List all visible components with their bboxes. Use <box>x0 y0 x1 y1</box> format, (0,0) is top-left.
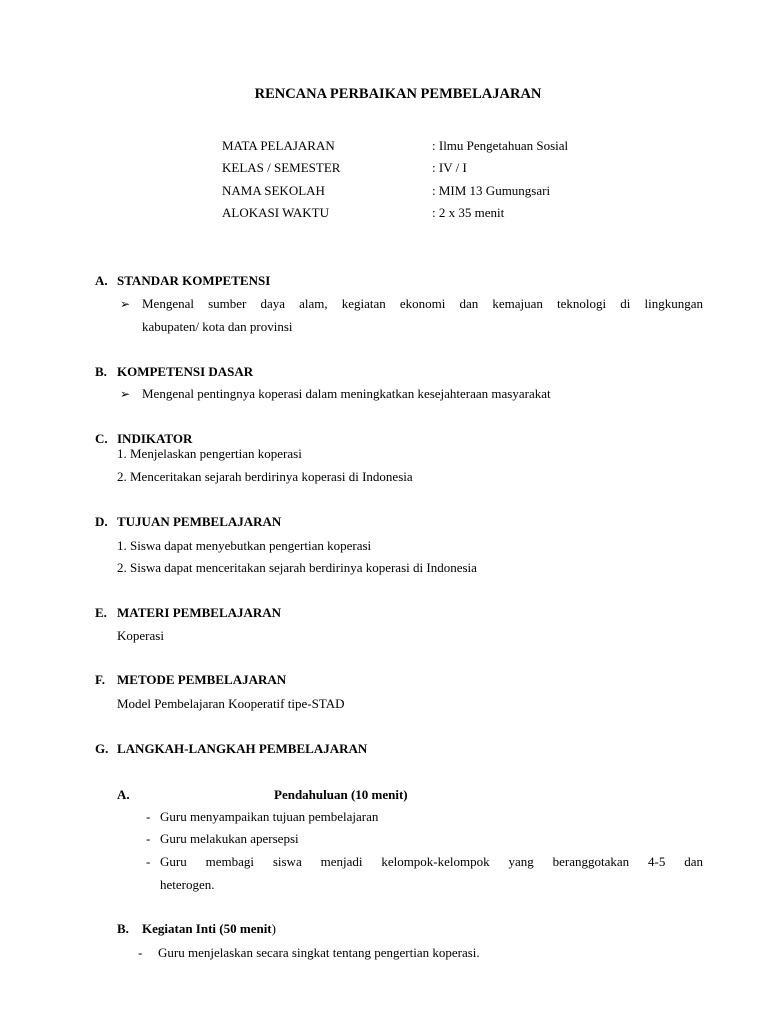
section-letter: F. <box>95 672 105 687</box>
page-title: RENCANA PERBAIKAN PEMBELAJARAN <box>254 86 542 102</box>
section-title: TUJUAN PEMBELAJARAN <box>117 514 282 529</box>
identity-key: KELAS / SEMESTER <box>222 160 341 175</box>
section-title: MATERI PEMBELAJARAN <box>117 605 282 620</box>
step-item: Guru melakukan apersepsi <box>160 831 299 846</box>
arrow-bullet-icon: ➢ <box>120 297 131 311</box>
list-item: 2. Menceritakan sejarah berdirinya koperasi di Indonesia <box>117 469 413 484</box>
section-letter: E. <box>95 605 107 620</box>
section-title: METODE PEMBELAJARAN <box>117 672 287 687</box>
step-title: Pendahuluan (10 menit) <box>274 787 408 802</box>
identity-key: ALOKASI WAKTU <box>222 205 330 220</box>
identity-key: MATA PELAJARAN <box>222 138 335 153</box>
section-title: LANGKAH-LANGKAH PEMBELAJARAN <box>117 741 368 756</box>
section-letter: B. <box>95 364 107 379</box>
list-item: 1. Siswa dapat menyebutkan pengertian koperasi <box>117 538 372 553</box>
step-item: Guru membagi siswa menjadi kelompok-kelompok yang beranggotakan 4-5 dan <box>160 854 703 869</box>
section-letter: C. <box>95 431 108 446</box>
list-item: 1. Menjelaskan pengertian koperasi <box>117 446 302 461</box>
step-letter: A. <box>117 787 130 802</box>
section-title: INDIKATOR <box>117 431 193 446</box>
step-title: Kegiatan Inti (50 menit <box>142 921 272 936</box>
step-title-wrap <box>142 921 276 937</box>
step-title-paren: ) <box>271 921 276 936</box>
dash-bullet: - <box>146 831 151 846</box>
identity-value: : Ilmu Pengetahuan Sosial <box>432 138 569 153</box>
identity-value: : MIM 13 Gumungsari <box>432 183 551 198</box>
dash-bullet: - <box>146 809 151 824</box>
arrow-bullet-icon: ➢ <box>120 387 131 401</box>
section-letter: A. <box>95 273 108 288</box>
step-letter: B. <box>117 921 129 936</box>
step-item: Guru menyampaikan tujuan pembelajaran <box>160 809 379 824</box>
section-letter: G. <box>95 741 109 756</box>
section-title: KOMPETENSI DASAR <box>117 364 254 379</box>
identity-key: NAMA SEKOLAH <box>222 183 325 198</box>
list-item: 2. Siswa dapat menceritakan sejarah berdirinya koperasi di Indonesia <box>117 560 477 575</box>
step-item-continued: heterogen. <box>160 877 215 892</box>
dash-bullet: - <box>138 945 143 960</box>
section-title: STANDAR KOMPETENSI <box>117 273 271 288</box>
step-item: Guru menjelaskan secara singkat tentang pengertian koperasi. <box>158 945 480 960</box>
bullet-text: Mengenal sumber daya alam, kegiatan ekonomi dan kemajuan teknologi di lingkungan <box>142 296 703 311</box>
dash-bullet: - <box>146 854 151 869</box>
bullet-text-continued: kabupaten/ kota dan provinsi <box>142 319 293 334</box>
section-text: Model Pembelajaran Kooperatif tipe-STAD <box>117 696 345 711</box>
bullet-text: Mengenal pentingnya koperasi dalam meningkatkan kesejahteraan masyarakat <box>142 386 551 401</box>
section-letter: D. <box>95 514 108 529</box>
identity-value: : IV / I <box>432 160 467 175</box>
identity-value: : 2 x 35 menit <box>432 205 505 220</box>
section-text: Koperasi <box>117 628 164 643</box>
